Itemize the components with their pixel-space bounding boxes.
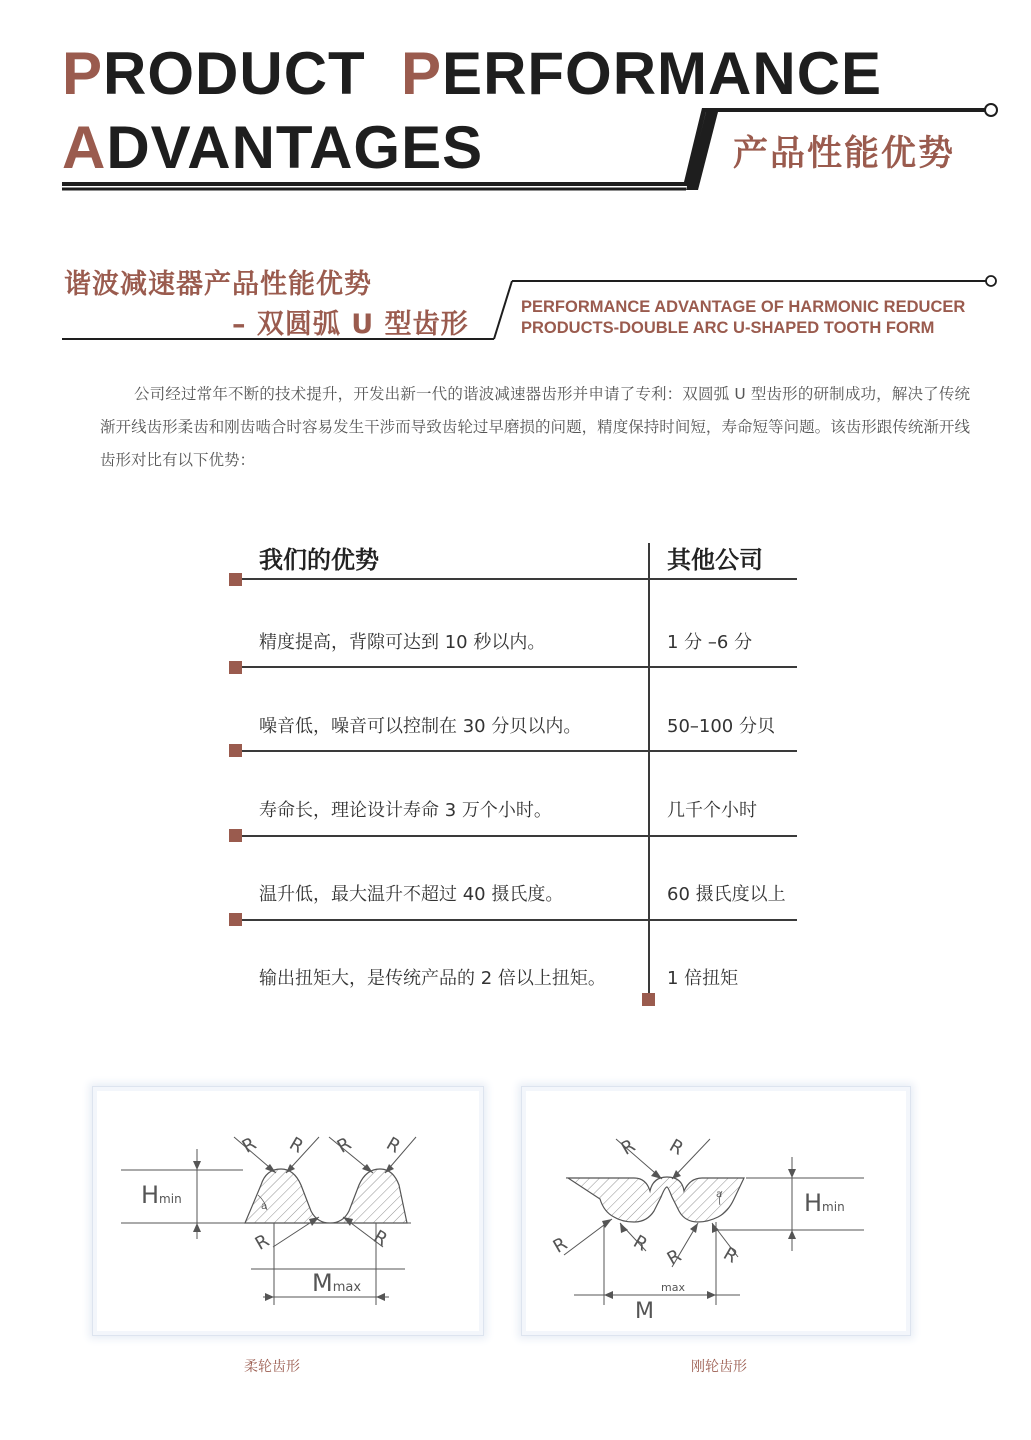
- flexspline-tooth-diagram: [93, 1087, 483, 1335]
- row-marker: [229, 744, 242, 757]
- header-rule-graphic: [0, 0, 1031, 210]
- title-initial-p2: P: [401, 40, 443, 107]
- section-en-line-2: PRODUCTS-DOUBLE ARC U-SHAPED TOOTH FORM: [521, 319, 935, 337]
- intro-text: 公司经过常年不断的技术提升，开发出新一代的谐波减速器齿形并申请了专利：双圆弧 U 型齿形的研制成功，解决了传统渐开线齿形柔齿和刚齿啮合时容易发生干涉而导致齿轮过早磨损的问题，精度保持时间短，寿命短等问题。该齿形跟传统渐开线齿形对比有以下优势：: [100, 385, 970, 469]
- row-marker: [229, 829, 242, 842]
- section-en-line-1: PERFORMANCE ADVANTAGE OF HARMONIC REDUCER: [521, 298, 966, 316]
- header-others: 其他公司: [667, 546, 763, 574]
- r-label: R: [238, 1133, 260, 1158]
- table-cell-ours: 输出扭矩大，是传统产品的 2 倍以上扭矩。: [259, 968, 606, 989]
- circular-spline-alpha-label: a: [716, 1189, 723, 1200]
- r-label: R: [665, 1135, 687, 1160]
- circular-spline-caption: 刚轮齿形: [691, 1359, 747, 1375]
- h-label-sub: min: [159, 1192, 182, 1206]
- r-label: R: [719, 1243, 741, 1268]
- header-ours: 我们的优势: [259, 546, 379, 574]
- table-cell-ours: 噪音低，噪音可以控制在 30 分贝以内。: [259, 716, 582, 737]
- table-cell-others: 50–100 分贝: [667, 716, 775, 737]
- h-label-text: H: [141, 1181, 160, 1209]
- r-label: R: [629, 1231, 651, 1256]
- r-label: R: [251, 1230, 273, 1255]
- circular-spline-diagram-panel: [521, 1086, 911, 1336]
- r-label: R: [333, 1133, 355, 1158]
- r-label: R: [549, 1233, 571, 1258]
- row-marker: [229, 573, 242, 586]
- table-cell-ours: 寿命长，理论设计寿命 3 万个小时。: [259, 800, 552, 821]
- h-label-sub: min: [822, 1200, 845, 1214]
- r-label: R: [369, 1226, 391, 1251]
- flexspline-caption: 柔轮齿形: [244, 1359, 300, 1375]
- table-cell-others: 1 分 –6 分: [667, 632, 753, 653]
- column-divider: [648, 543, 650, 1000]
- row-divider: [233, 835, 797, 837]
- title-word-performance: ERFORMANCE: [442, 40, 883, 107]
- section-en-title: [521, 297, 965, 339]
- table-cell-others: 几千个小时: [667, 800, 757, 821]
- circular-spline-h-label: [804, 1189, 845, 1217]
- flexspline-alpha-label: a: [261, 1201, 268, 1212]
- title-word-advantages: DVANTAGES: [106, 114, 484, 181]
- flexspline-m-label: [312, 1269, 361, 1297]
- row-divider: [233, 919, 797, 921]
- r-label: R: [382, 1133, 404, 1158]
- row-marker: [229, 661, 242, 674]
- circular-spline-tooth-diagram: [522, 1087, 910, 1335]
- table-cell-ours: 温升低，最大温升不超过 40 摄氏度。: [259, 884, 564, 905]
- title-initial-p1: P: [62, 40, 104, 107]
- row-marker: [229, 913, 242, 926]
- title-word-product: RODUCT: [103, 40, 366, 107]
- row-divider: [233, 666, 797, 668]
- circular-spline-max-label: max: [661, 1281, 685, 1294]
- section-cn-title-1: 谐波减速器产品性能优势: [64, 269, 372, 300]
- m-label-text: M: [312, 1269, 333, 1297]
- section-cn-title-2: – 双圆弧 U 型齿形: [232, 309, 469, 340]
- flexspline-h-label: [141, 1181, 182, 1209]
- r-label: R: [617, 1135, 639, 1160]
- table-cell-ours: 精度提高，背隙可达到 10 秒以内。: [259, 632, 546, 653]
- r-label: R: [663, 1245, 685, 1270]
- header-cn-title: 产品性能优势: [733, 134, 956, 174]
- table-cell-others: 1 倍扭矩: [667, 968, 739, 989]
- row-divider: [233, 750, 797, 752]
- row-divider: [233, 578, 797, 580]
- title-initial-a: A: [62, 114, 107, 181]
- r-label: R: [285, 1133, 307, 1158]
- row-marker: [642, 993, 655, 1006]
- table-cell-others: 60 摄氏度以上: [667, 884, 786, 905]
- h-label-text: H: [804, 1189, 823, 1217]
- circular-spline-m-label: M: [635, 1299, 654, 1324]
- flexspline-diagram-panel: [92, 1086, 484, 1336]
- intro-paragraph: [100, 378, 970, 477]
- m-label-sub: max: [332, 1280, 362, 1295]
